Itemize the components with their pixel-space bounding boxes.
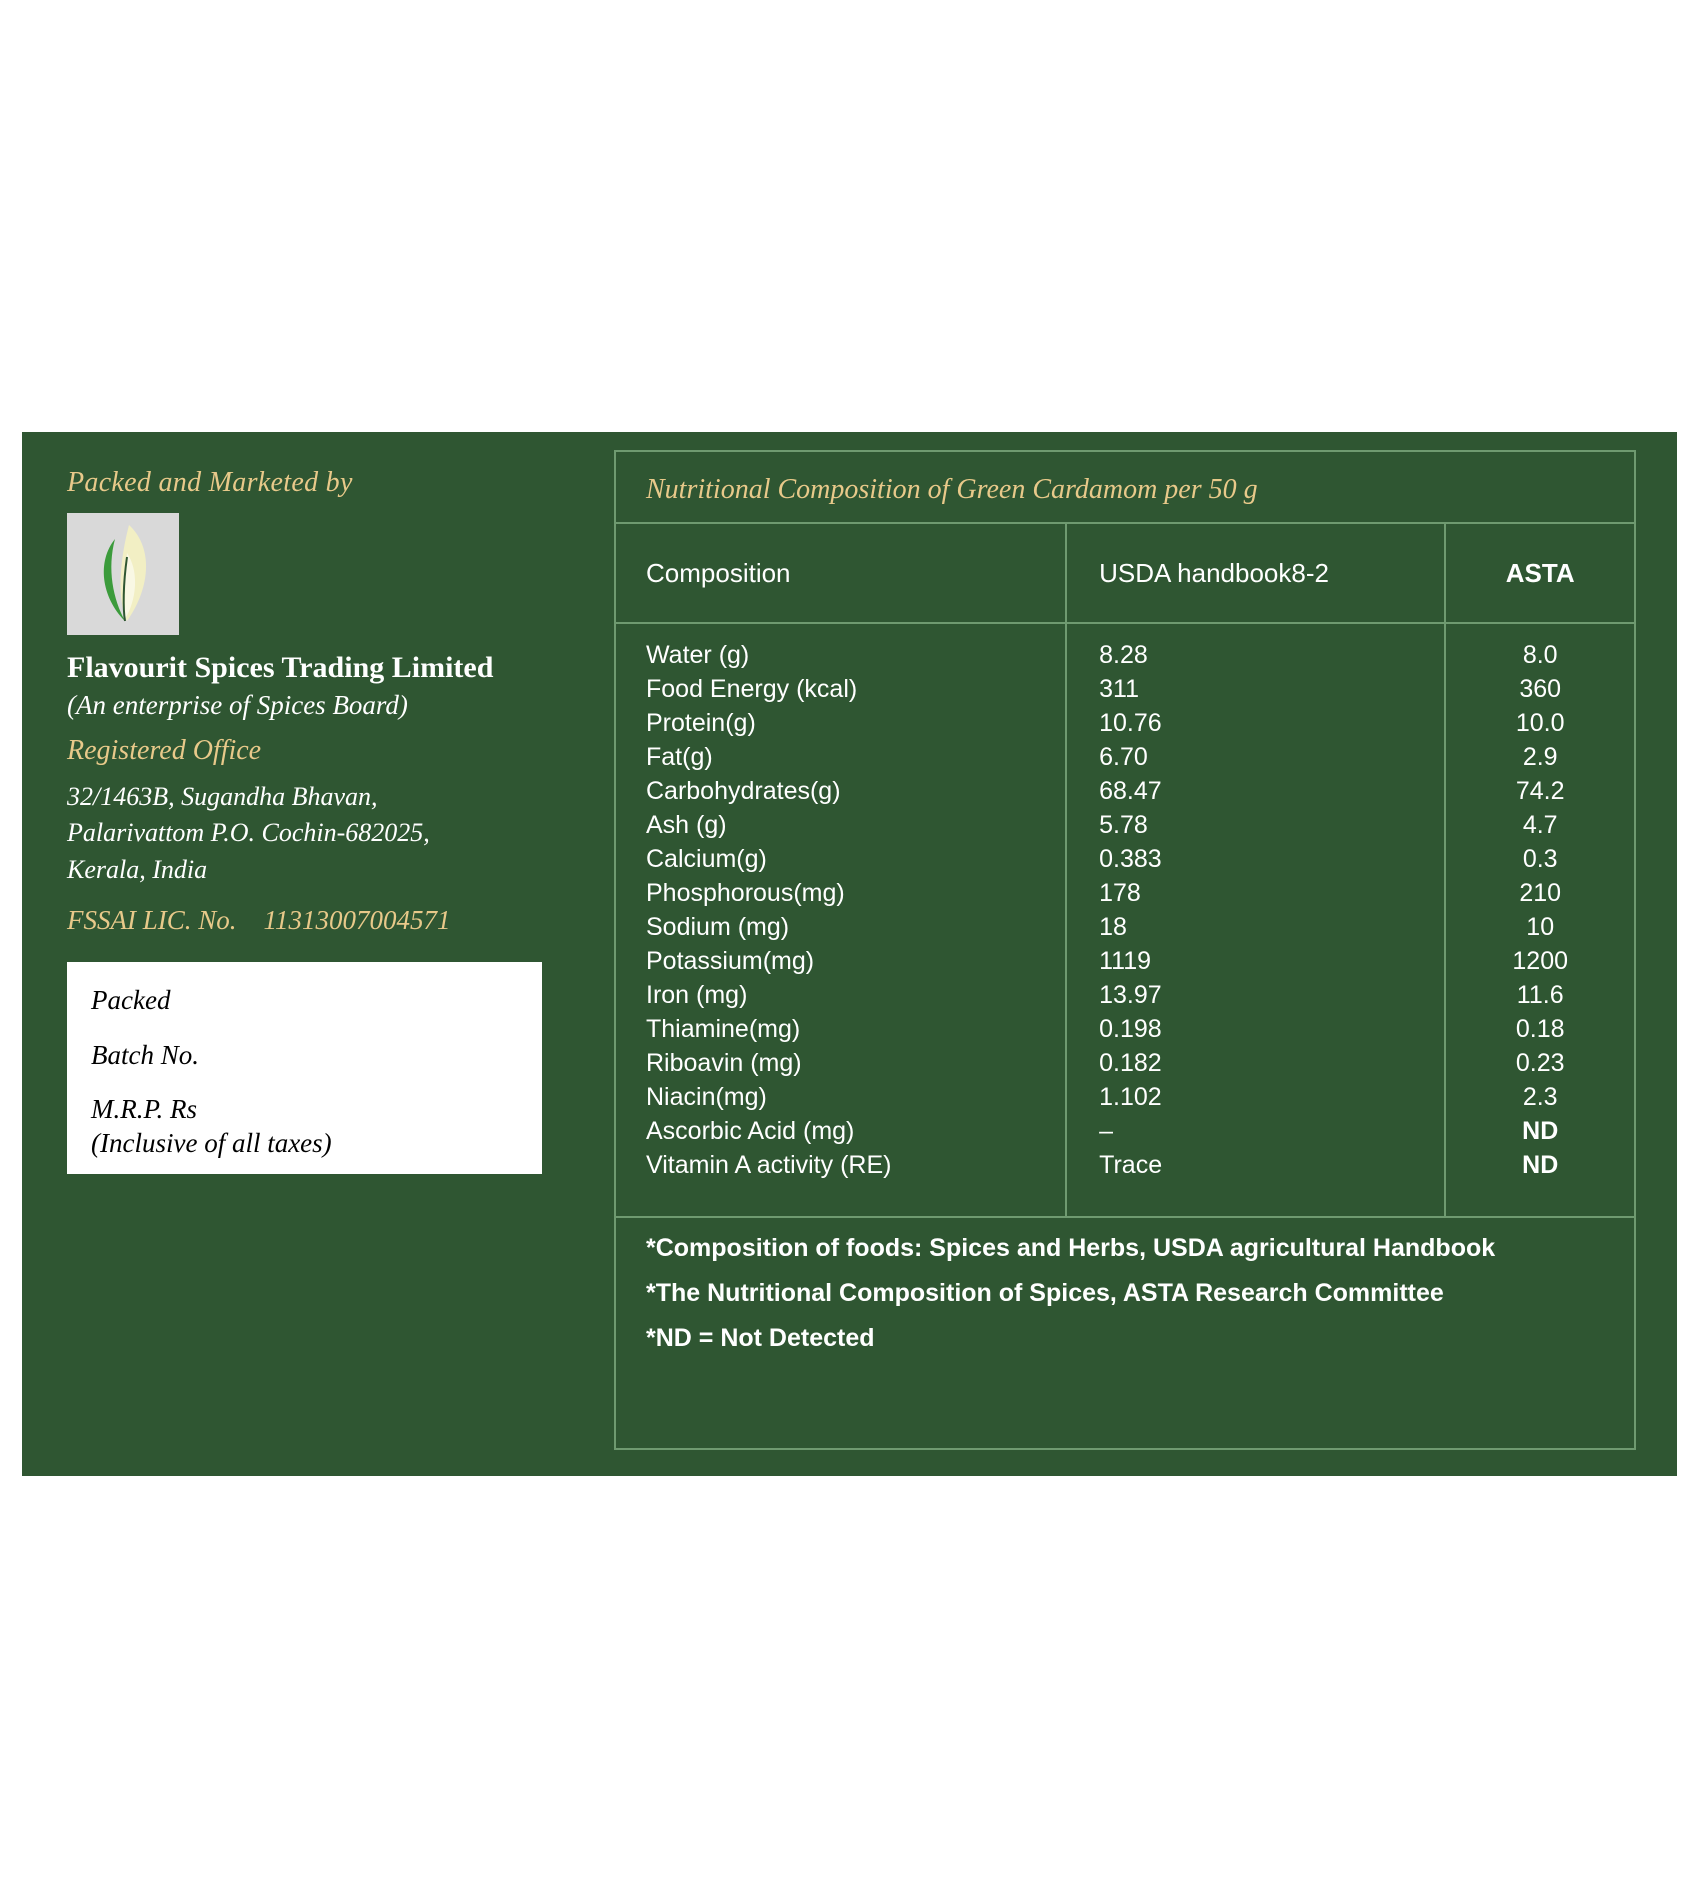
table-cell: ND [1522,1116,1559,1145]
table-cell: 1.102 [1099,1082,1162,1111]
table-cell: 2.9 [1522,742,1558,771]
table-cell: 4.7 [1522,810,1558,839]
table-cell: 10.76 [1099,708,1162,737]
label-panel [22,432,1677,1476]
address-line-1: 32/1463B, Sugandha Bhavan, [67,781,378,811]
company-subtitle: (An enterprise of Spices Board) [67,689,408,720]
footnote-1: *Composition of foods: Spices and Herbs, USDA agricultural Handbook [646,1234,1496,1262]
table-cell: 1200 [1512,946,1569,975]
nutrition-table-title: Nutritional Composition of Green Cardamom per 50 g [616,452,1634,524]
table-cell: Riboavin (mg) [646,1048,802,1077]
table-cell: Ash (g) [646,810,727,839]
table-cell: 0.383 [1099,844,1162,873]
table-cell: 0.182 [1099,1048,1162,1077]
packed-date-field: Packed [91,985,171,1016]
table-cell: 0.3 [1522,844,1558,873]
table-cell: Iron (mg) [646,980,748,1009]
table-cell: 2.3 [1522,1082,1558,1111]
table-cell: 0.18 [1515,1014,1565,1043]
header-usda: USDA handbook8-2 [1065,524,1444,622]
address-block [67,779,587,890]
column-composition [616,624,1065,1216]
table-cell: 74.2 [1515,776,1565,805]
nutrition-table-panel [614,450,1636,1450]
table-cell: Calcium(g) [646,844,767,873]
table-cell: 178 [1099,878,1141,907]
table-cell: Trace [1099,1150,1163,1179]
footnote-2: *The Nutritional Composition of Spices, ASTA Research Committee [646,1279,1444,1307]
table-cell: 8.28 [1099,640,1148,669]
table-cell: Carbohydrates(g) [646,776,841,805]
table-cell: 360 [1519,674,1562,703]
mrp-field: M.R.P. Rs [91,1094,197,1124]
column-usda-values [1065,624,1444,1216]
registered-office-heading: Registered Office [67,734,262,766]
table-cell: Potassium(mg) [646,946,815,975]
table-cell: – [1099,1116,1114,1145]
table-cell: Water (g) [646,640,750,669]
table-cell: 1119 [1099,946,1152,975]
table-cell: Fat(g) [646,742,713,771]
packed-and-marketed-by-heading: Packed and Marketed by [67,467,353,498]
table-cell: 68.47 [1099,776,1162,805]
table-cell: 210 [1519,878,1562,907]
batch-number-field: Batch No. [91,1039,199,1070]
table-cell: Ascorbic Acid (mg) [646,1116,855,1145]
table-cell: 10 [1526,912,1555,941]
packing-details-box [67,962,542,1174]
table-cell: ND [1522,1150,1559,1179]
footnote-3: *ND = Not Detected [646,1324,875,1352]
table-cell: 13.97 [1099,980,1162,1009]
table-cell: Phosphorous(mg) [646,878,845,907]
manufacturer-info-column [67,467,587,1174]
table-cell: 18 [1099,912,1127,941]
table-cell: Thiamine(mg) [646,1014,801,1043]
nutrition-table-body [616,624,1634,1216]
table-cell: 6.70 [1099,742,1148,771]
table-cell: Protein(g) [646,708,756,737]
table-cell: 0.198 [1099,1014,1162,1043]
mrp-tax-note: (Inclusive of all taxes) [91,1128,332,1159]
table-cell: 0.23 [1515,1048,1565,1077]
table-cell: 5.78 [1099,810,1148,839]
address-line-2: Palarivattom P.O. Cochin-682025, [67,818,430,848]
table-cell: Food Energy (kcal) [646,674,858,703]
fssai-license-number: FSSAI LIC. No. 11313007004571 [67,905,451,936]
table-cell: Sodium (mg) [646,912,790,941]
table-cell: 311 [1099,674,1139,703]
column-asta-values [1444,624,1634,1216]
company-name: Flavourit Spices Trading Limited [67,651,494,684]
table-cell: Niacin(mg) [646,1082,767,1111]
table-cell: 8.0 [1522,640,1558,669]
address-line-3: Kerala, India [67,855,208,885]
nutrition-table-header-row [616,524,1634,624]
spice-leaf-logo [67,513,179,635]
header-composition: Composition [646,557,791,588]
table-cell: 10.0 [1515,708,1565,737]
table-cell: Vitamin A activity (RE) [646,1150,892,1179]
table-cell: 11.6 [1516,980,1564,1009]
nutrition-table-footnotes [616,1216,1634,1351]
header-asta: ASTA [1444,524,1634,622]
